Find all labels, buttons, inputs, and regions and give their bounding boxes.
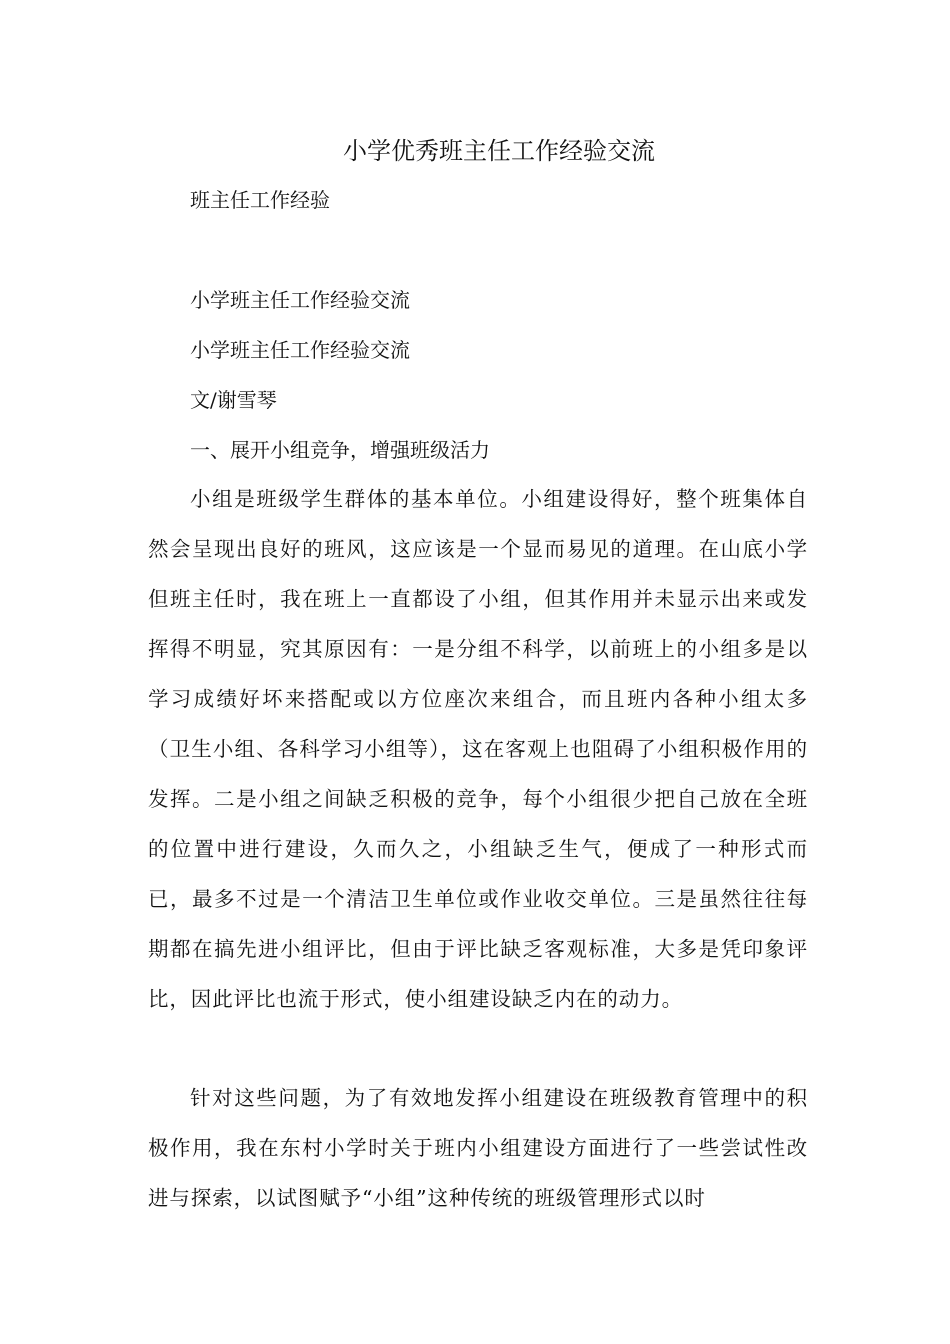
document-title: 小学优秀班主任工作经验交流 xyxy=(343,137,655,165)
author-line: 文/谢雪琴 xyxy=(190,388,277,412)
body-paragraph: 小组是班级学生群体的基本单位。小组建设得好，整个班集体自然会呈现出良好的班风，这应该是一个显而易见的道理。在山底小学但班主任时，我在班上一直都设了小组，但其作用并未显示出来或发挥得不明显，究其原因有：一是分组不科学，以前班上的小组多是以学习成绩好坏来搭配或以方位座次来组合，而且班内各种小组太多（卫生小组、各科学习小组等），这在客观上也阻碍了小组积极作用的发挥。二是小组之间缺乏积极的竞争，每个小组很少把自己放在全班的位置中进行建设，久而久之，小组缺乏生气，便成了一种形式而已，最多不过是一个清洁卫生单位或作业收交单位。三是虽然往往每期都在搞先进小组评比，但由于评比缺乏客观标准，大多是凭印象评比，因此评比也流于形式，使小组建设缺乏内在的动力。 xyxy=(148,487,808,1011)
body-paragraph: 针对这些问题，为了有效地发挥小组建设在班级教育管理中的积极作用，我在东村小学时关于班内小组建设方面进行了一些尝试性改进与探索，以试图赋予“小组”这种传统的班级管理形式以时 xyxy=(148,1086,808,1210)
subtitle-line: 小学班主任工作经验交流 xyxy=(190,338,410,362)
section-heading: 一、展开小组竞争，增强班级活力 xyxy=(190,438,490,462)
subtitle-line: 小学班主任工作经验交流 xyxy=(190,288,410,312)
category-label: 班主任工作经验 xyxy=(190,188,330,212)
